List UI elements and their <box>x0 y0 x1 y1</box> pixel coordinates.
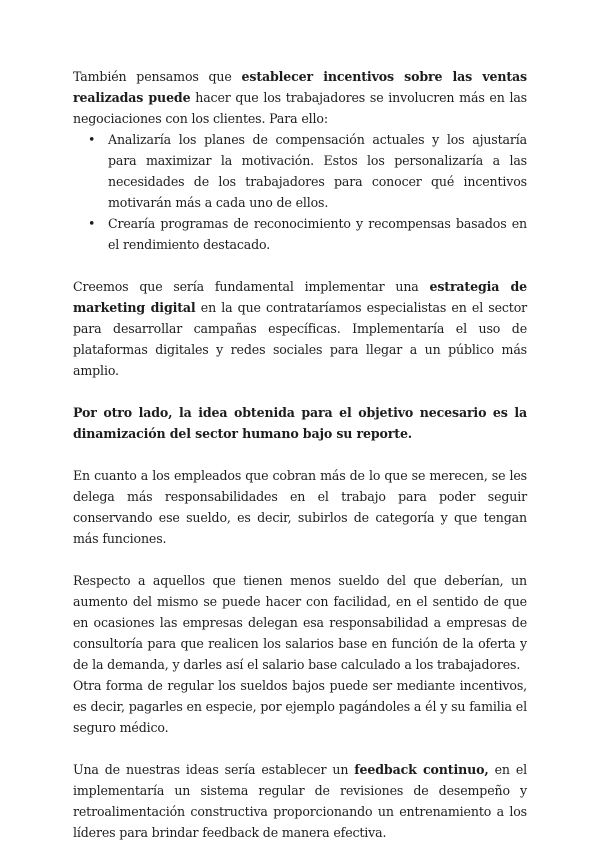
intro-paragraph <box>73 66 527 129</box>
feedback-paragraph <box>73 759 527 843</box>
overpaid-paragraph: En cuanto a los empleados que cobran más de lo que se merecen, se les delega más responsabilidades en el trabajo para poder seguir conservando ese sueldo, es decir, subirlos de categoría y que tengan más funciones. <box>73 468 527 546</box>
bullet-list <box>73 129 527 255</box>
section-heading <box>73 402 527 444</box>
marketing-bold-phrase: estrategia de marketing digital <box>73 279 527 315</box>
feedback-bold-phrase: feedback continuo, <box>354 762 489 777</box>
marketing-paragraph <box>73 276 527 381</box>
intro-text-start: También pensamos que <box>73 69 242 84</box>
feedback-text-start: Una de nuestras ideas sería establecer un <box>73 762 355 777</box>
intro-text-end: hacer que los trabajadores se involucren más en las negociaciones con los clientes. Para ello: <box>73 90 527 126</box>
feedback-text-end: en el implementaría un sistema regular de revisiones de desempeño y retroalimentación constructiva proporcionando un entrenamiento a los líderes para brindar feedback de manera efectiva. <box>73 762 528 840</box>
underpaid-paragraph: Respecto a aquellos que tienen menos sueldo del que deberían, un aumento del mismo se puede hacer con facilidad, en el sentido de que en ocasiones las empresas delegan esa responsabilidad a empresas de consultoría para que realicen los salarios base en función de la oferta y de la demanda, y darles así el salario base calculado a los trabajadores. <box>73 573 527 672</box>
bullet-item-compensation: • Analizaría los planes de compensación actuales y los ajustaría para maximizar la motivación. Estos los personalizaría a las necesidades de los trabajadores para conocer qué incentivos motivarán más a cada uno de ellos. <box>108 129 527 213</box>
regulate-paragraph: Otra forma de regular los sueldos bajos puede ser mediante incentivos, es decir, pagarles en especie, por ejemplo pagándoles a él y su familia el seguro médico. <box>73 678 527 735</box>
marketing-text-start: Creemos que sería fundamental implementar una <box>73 279 430 294</box>
marketing-text-end: en la que contrataríamos especialistas en el sector para desarrollar campañas específicas. Implementaría el uso de plataformas digitales y redes sociales para llegar a un público más amplio. <box>73 300 528 378</box>
bullet-item-recognition: • Crearía programas de reconocimiento y recompensas basados en el rendimiento destacado. <box>108 213 527 255</box>
section-heading-text: Por otro lado, la idea obtenida para el objetivo necesario es la dinamización del sector humano bajo su reporte. <box>73 405 527 441</box>
intro-bold-phrase: establecer incentivos sobre las ventas realizadas puede <box>73 69 527 105</box>
